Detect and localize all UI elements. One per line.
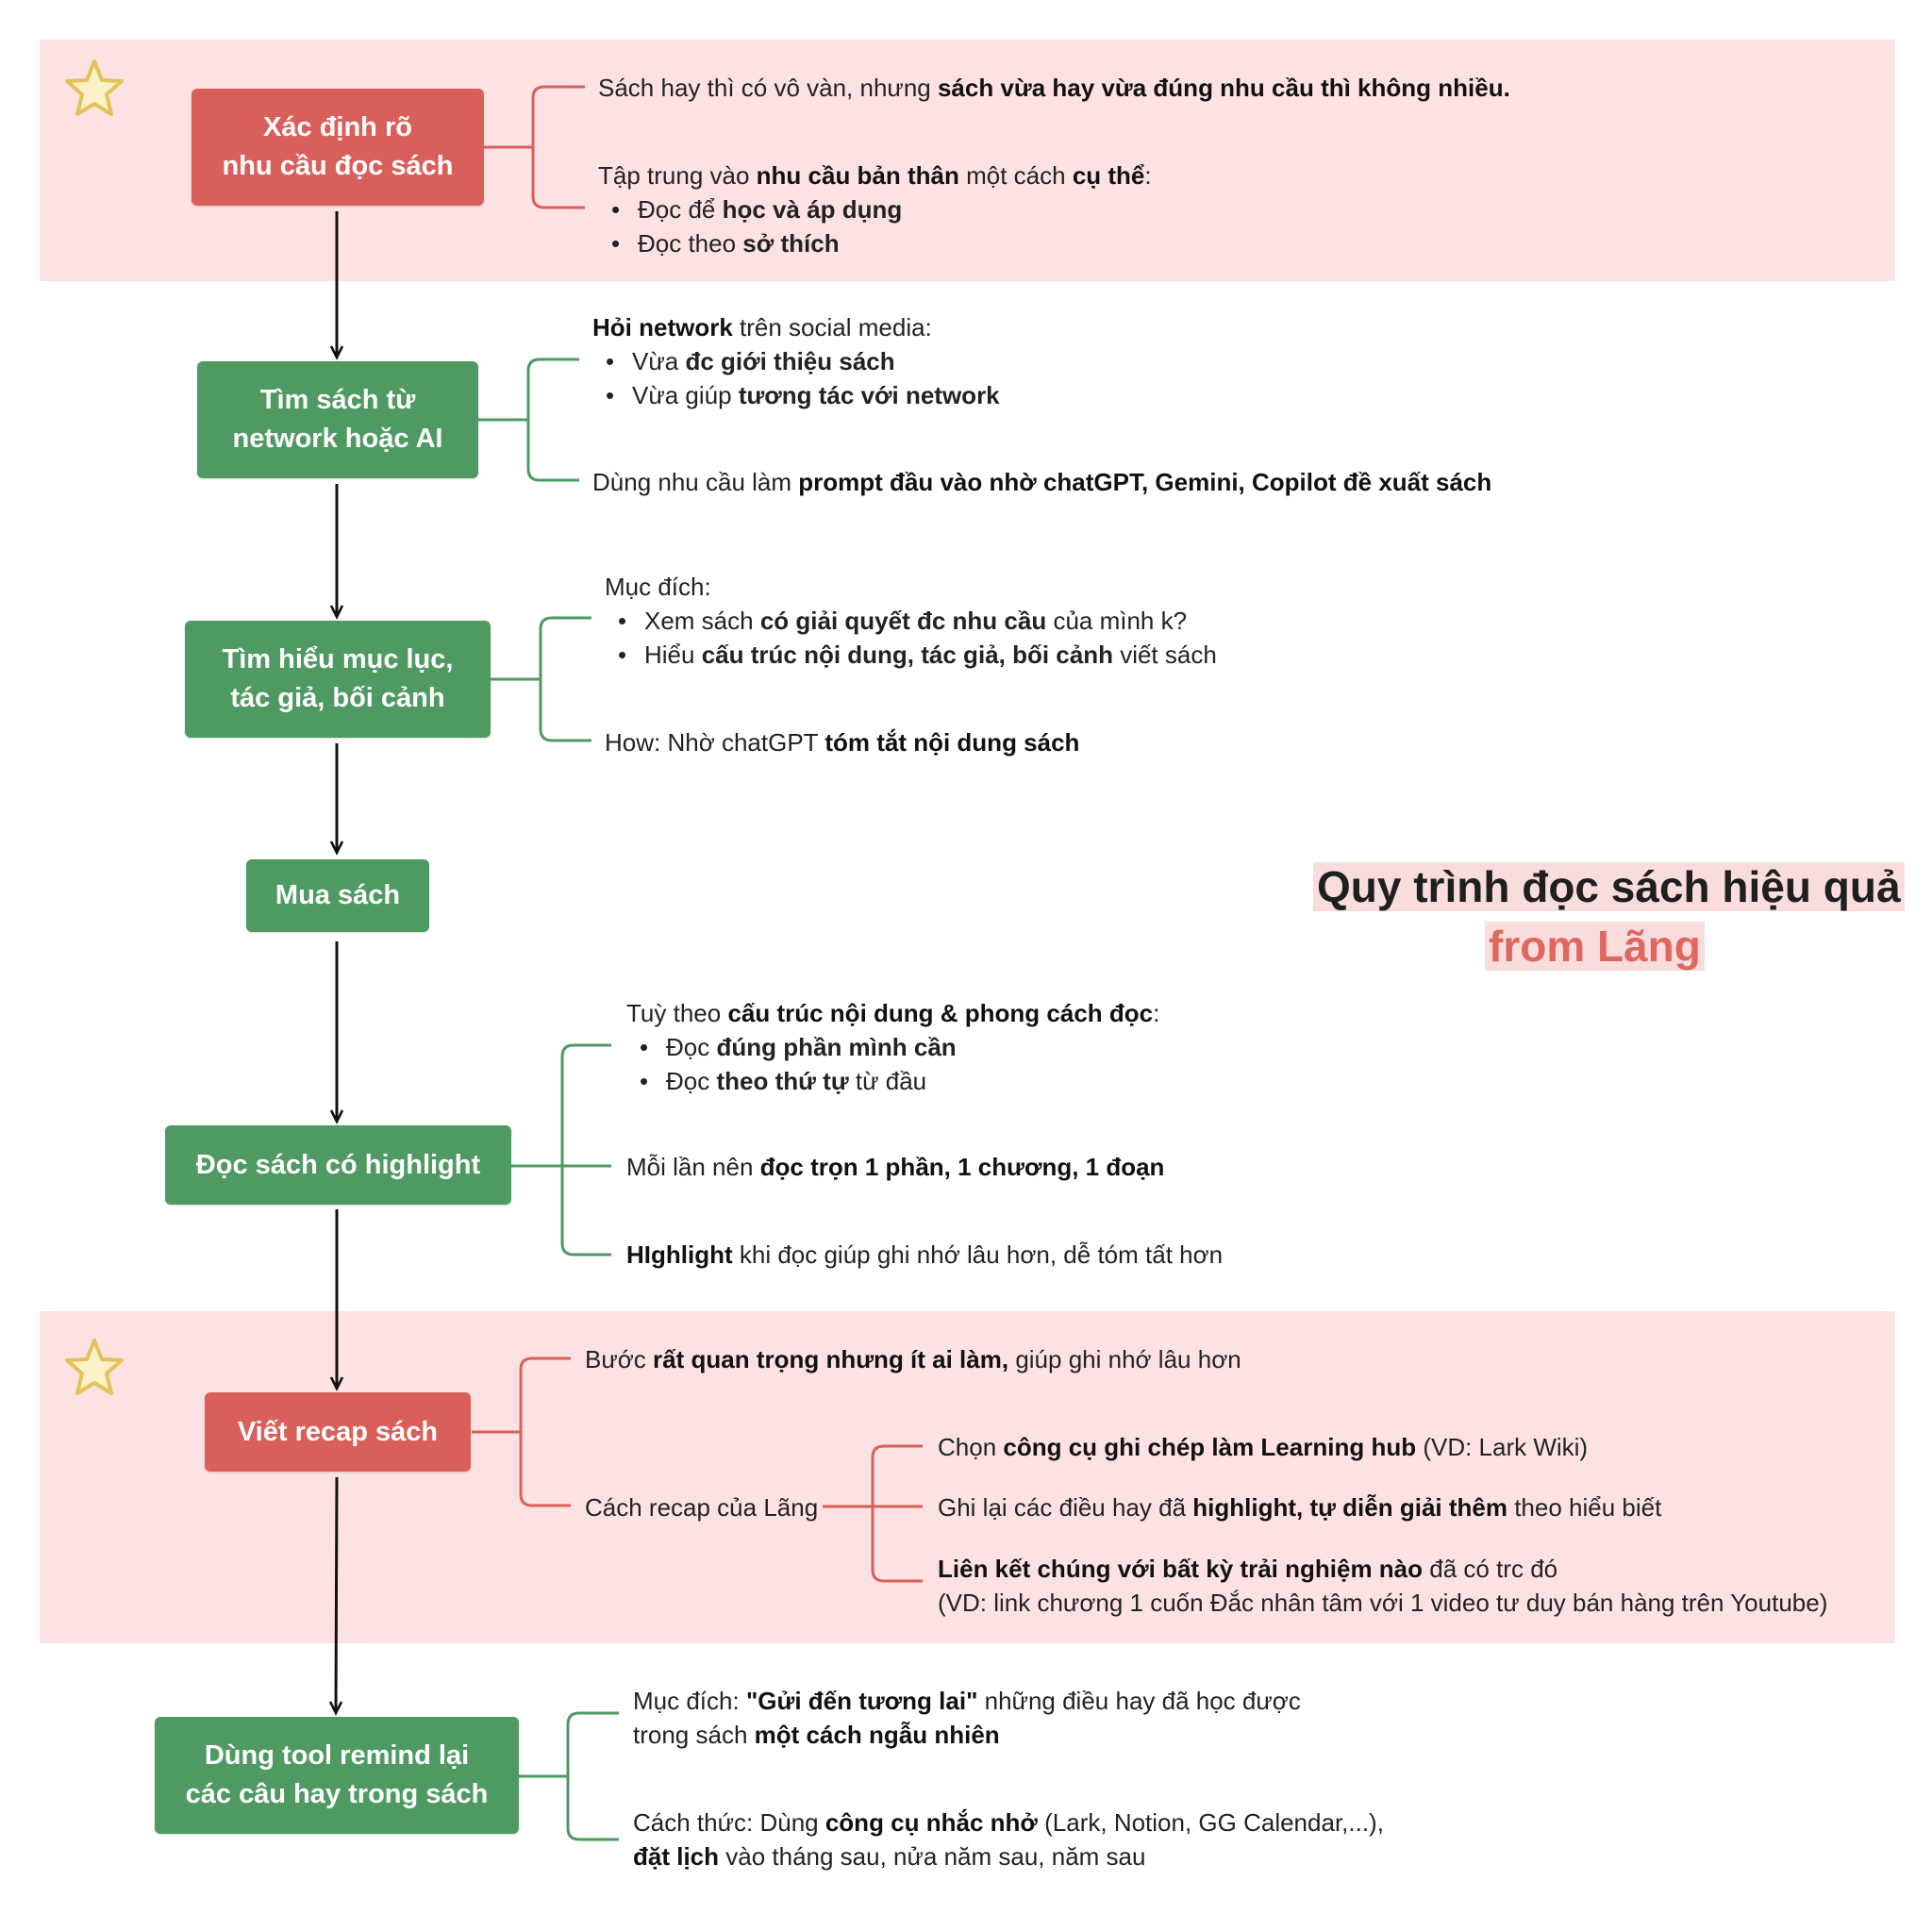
text-bold: "Gửi đến tương lai" <box>745 1687 978 1715</box>
text-part: trên social media: <box>732 313 932 341</box>
text-part: một cách <box>958 161 1073 190</box>
bullet-item <box>644 638 1217 672</box>
step-find-books <box>197 361 478 478</box>
step-line: Mua sách <box>275 880 401 910</box>
text-part: của mình k? <box>1046 607 1188 635</box>
text-part: Hiểu <box>644 641 702 669</box>
step-line: Tìm hiểu mục lục, <box>222 644 454 674</box>
text-part: Mục đích: <box>633 1687 746 1715</box>
text-part: Vừa <box>632 347 686 375</box>
detail-text: (VD: link chương 1 cuốn Đắc nhân tâm với 1 video tư duy bán hàng trên Youtube) <box>938 1589 1828 1617</box>
text-bold: nhu cầu bản thân <box>756 161 959 190</box>
step-line: Tìm sách từ <box>259 385 416 415</box>
text-part: (Lark, Notion, GG Calendar,...), <box>1037 1808 1384 1837</box>
step-line: nhu cầu đọc sách <box>222 151 454 181</box>
detail-text <box>626 1150 1164 1184</box>
text-part: How: Nhờ chatGPT <box>605 728 825 757</box>
text-part: Chọn <box>938 1433 1004 1461</box>
text-part: khi đọc giúp ghi nhớ lâu hơn, dễ tóm tất hơn <box>732 1240 1224 1269</box>
step-identify-needs <box>192 89 484 206</box>
bullet-item <box>666 1030 957 1064</box>
detail-text <box>633 1718 1000 1752</box>
text-part: đã có trc đó <box>1423 1555 1558 1583</box>
bullet-item <box>632 378 1000 412</box>
detail-text <box>633 1839 1145 1873</box>
text-part: Mỗi lần nên <box>626 1153 760 1181</box>
step-line: các câu hay trong sách <box>185 1779 489 1809</box>
text-bold: tóm tắt nội dung sách <box>824 728 1080 757</box>
detail-text <box>585 1342 1241 1376</box>
detail-text <box>633 1684 1301 1718</box>
detail-text: Mục đích: <box>605 573 711 601</box>
text-bold: cụ thể <box>1072 161 1145 190</box>
text-bold: theo thứ tự <box>716 1067 849 1095</box>
detail-text <box>626 996 1159 1030</box>
text-bold: một cách ngẫu nhiên <box>754 1721 1000 1749</box>
text-part: Vừa giúp <box>632 381 739 409</box>
step-write-recap <box>205 1392 471 1472</box>
bullet-item <box>644 604 1187 638</box>
text-bold: HIghlight <box>626 1240 733 1269</box>
bullet-item <box>632 344 895 378</box>
detail-text <box>626 1238 1223 1272</box>
text-part: từ đầu <box>848 1067 927 1095</box>
text-part: Đọc theo <box>638 229 743 258</box>
text-bold: đặt lịch <box>633 1842 720 1871</box>
text-part: Tuỳ theo <box>626 999 728 1027</box>
step-read-highlight <box>165 1125 511 1205</box>
step-research-book <box>185 621 491 738</box>
step-line: Viết recap sách <box>237 1416 439 1447</box>
text-part: những điều hay đã học được <box>977 1687 1301 1715</box>
text-bold: đc giới thiệu sách <box>685 347 895 375</box>
text-bold: Liên kết chúng với bất kỳ trải nghiệm nào <box>938 1555 1424 1583</box>
text-bold: prompt đầu vào nhờ chatGPT, Gemini, Copilot đề xuất sách <box>798 468 1492 496</box>
step-line: Đọc sách có highlight <box>195 1149 481 1180</box>
detail-text <box>592 465 1491 499</box>
text-part: theo hiểu biết <box>1507 1493 1662 1522</box>
text-bold: cấu trúc nội dung, tác giả, bối cảnh <box>701 641 1113 669</box>
detail-text <box>605 725 1079 759</box>
text-part: Sách hay thì có vô vàn, nhưng <box>598 74 938 102</box>
text-part: : <box>1144 161 1152 190</box>
text-bold: highlight, tự diễn giải thêm <box>1192 1493 1507 1522</box>
text-part: Bước <box>585 1345 654 1373</box>
text-part: Đọc <box>666 1067 717 1095</box>
detail-text <box>633 1806 1384 1839</box>
detail-text <box>938 1430 1588 1464</box>
text-part: (VD: Lark Wiki) <box>1416 1433 1589 1461</box>
bullet-item <box>638 192 902 226</box>
text-bold: tương tác với network <box>738 381 1000 409</box>
page-subtitle <box>1485 920 1705 973</box>
text-bold: rất quan trọng nhưng ít ai làm, <box>653 1345 1009 1373</box>
detail-text <box>938 1552 1557 1586</box>
text-part: Tập trung vào <box>598 161 757 190</box>
text-bold: có giải quyết đc nhu cầu <box>759 607 1047 635</box>
text-part: : <box>1153 999 1160 1027</box>
text-part: Đọc <box>666 1033 717 1061</box>
text-part: trong sách <box>633 1721 755 1749</box>
text-part: Dùng nhu cầu làm <box>592 468 799 496</box>
text-bold: đọc trọn 1 phần, 1 chương, 1 đoạn <box>759 1153 1165 1181</box>
text-part: Xem sách <box>644 607 760 635</box>
step-line: Xác định rõ <box>263 112 412 142</box>
text-bold: công cụ nhắc nhở <box>824 1808 1038 1837</box>
step-line: Dùng tool remind lại <box>204 1740 470 1771</box>
step-buy-book <box>246 859 429 932</box>
detail-text: Cách recap của Lãng <box>585 1493 819 1522</box>
text-part: giúp ghi nhớ lâu hơn <box>1008 1345 1241 1373</box>
text-part: Ghi lại các điều hay đã <box>938 1493 1193 1522</box>
text-bold: học và áp dụng <box>722 195 903 224</box>
text-bold: sách vừa hay vừa đúng nhu cầu thì không nhiều. <box>937 74 1510 102</box>
text-part: viết sách <box>1112 641 1217 669</box>
text-part: Đọc để <box>638 195 723 224</box>
text-bold: Hỏi network <box>592 313 733 341</box>
detail-text <box>938 1490 1661 1524</box>
step-line: tác giả, bối cảnh <box>230 683 445 713</box>
text-bold: cấu trúc nội dung & phong cách đọc <box>727 999 1154 1027</box>
step-remind-tool <box>155 1717 519 1834</box>
text-bold: công cụ ghi chép làm Learning hub <box>1003 1433 1417 1461</box>
text-part: vào tháng sau, nửa năm sau, năm sau <box>719 1842 1146 1871</box>
text-part: Cách thức: Dùng <box>633 1808 825 1837</box>
bullet-item <box>638 226 840 260</box>
detail-text <box>598 71 1510 105</box>
text-bold: sở thích <box>742 229 840 258</box>
text-bold: đúng phần mình cần <box>716 1033 957 1061</box>
bullet-item <box>666 1064 926 1098</box>
step-line: network hoặc AI <box>232 424 443 454</box>
page-title <box>1313 860 1905 913</box>
detail-text <box>592 310 932 344</box>
detail-text <box>598 158 1152 192</box>
title-sub: from Lãng <box>1485 922 1705 971</box>
title-main: Quy trình đọc sách hiệu quả <box>1313 862 1905 911</box>
